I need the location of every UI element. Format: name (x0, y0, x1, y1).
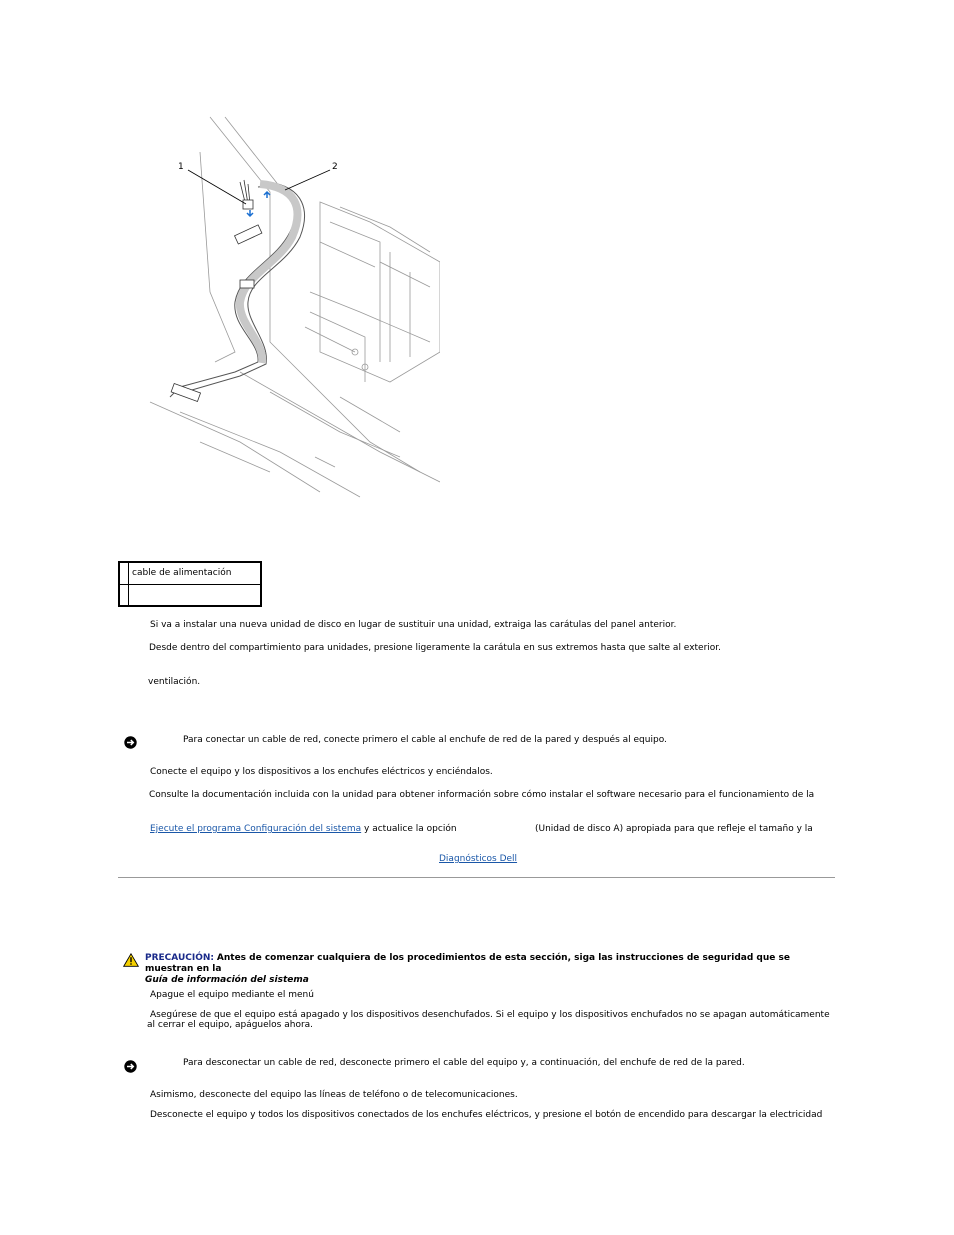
notice-icon (124, 736, 137, 749)
step-shutdown: Apague el equipo mediante el menú (150, 990, 314, 1000)
step-consult-docs: Consulte la documentación incluida con la unidad para obtener información sobre cómo instalar el software necesario para el funcionamiento de la (149, 790, 815, 800)
step-connect-power: Conecte el equipo y los dispositivos a los enchufes eléctricos y enciéndalos. (150, 767, 493, 777)
step-disconnect-phone: Asimismo, desconecte del equipo las líneas de teléfono o de telecomunicaciones. (150, 1090, 518, 1100)
step-disconnect-power: Desconecte el equipo y todos los dispositivos conectados de los enchufes eléctricos, y presione el botón de encendido para descargar la electricidad (150, 1110, 823, 1120)
step-press-bezel: Desde dentro del compartimiento para unidades, presione ligeramente la carátula en sus extremos hasta que salte al exterior. (149, 643, 722, 653)
table-row (119, 562, 261, 584)
step-remove-bezel: Si va a instalar una nueva unidad de disco en lugar de sustituir una unidad, extraiga las carátulas del panel anterior. (150, 620, 677, 630)
drive-cable-illustration (140, 112, 440, 502)
step-ensure-off-cont: al cerrar el equipo, apáguelos ahora. (147, 1020, 314, 1030)
step-setup (150, 824, 457, 834)
step-setup-end: (Unidad de disco A) apropiada para que refleje el tamaño y la (535, 824, 813, 834)
callout-1: 1 (178, 162, 184, 172)
legend-table (118, 561, 262, 607)
note-network-connect: Para conectar un cable de red, conecte primero el cable al enchufe de red de la pared y después al equipo. (183, 735, 667, 745)
system-setup-link[interactable]: Ejecute el programa Configuración del sistema (150, 824, 362, 834)
legend-label: cable de alimentación (129, 562, 262, 584)
step-ensure-off: Asegúrese de que el equipo está apagado y los dispositivos desenchufados. Si el equipo y los dispositivos enchufados no se apagan automáticamente (150, 1010, 830, 1020)
section-divider (118, 877, 835, 878)
callout-2: 2 (332, 162, 338, 172)
caution-guide-title: Guía de información del sistema (145, 975, 309, 985)
legend-number (119, 584, 129, 606)
notice-icon (124, 1060, 137, 1073)
dell-diagnostics-link[interactable]: Diagnósticos Dell (439, 854, 518, 864)
legend-number (119, 562, 129, 584)
caution-icon (123, 953, 139, 967)
table-row (119, 584, 261, 606)
drive-cable-drawing (140, 112, 440, 502)
caution-text (145, 953, 835, 986)
caution-body: Antes de comenzar cualquiera de los procedimientos de esta sección, siga las instrucciones de seguridad que se muestran en la (145, 953, 790, 974)
step-ventilation: ventilación. (148, 677, 201, 687)
note-network-disconnect: Para desconectar un cable de red, desconecte primero el cable del equipo y, a continuación, del enchufe de red de la pared. (183, 1058, 745, 1068)
legend-label (129, 584, 262, 606)
step-setup-mid: y actualice la opción (364, 824, 457, 834)
caution-label: PRECAUCIÓN: (145, 953, 215, 963)
